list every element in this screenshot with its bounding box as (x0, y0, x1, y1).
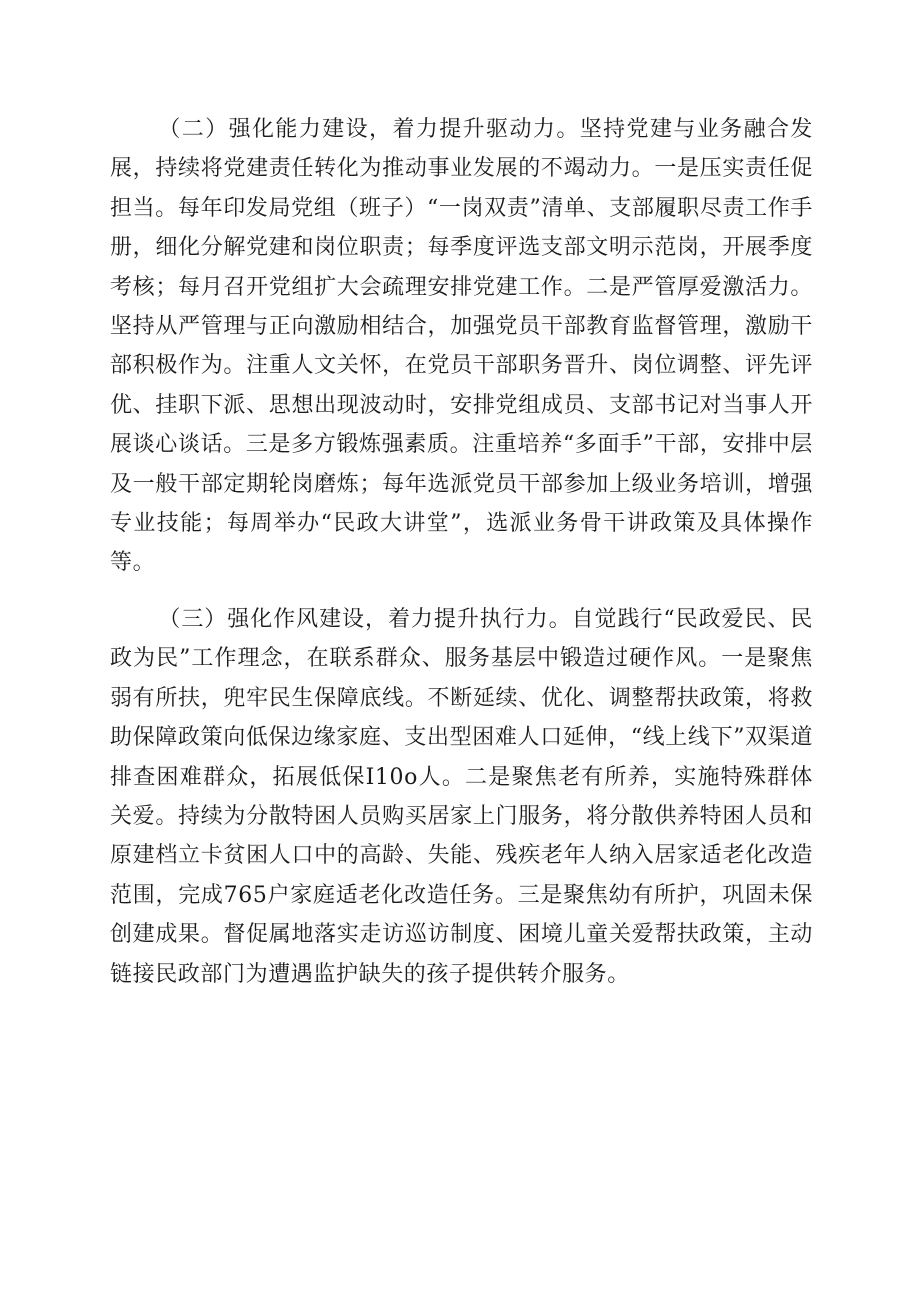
paragraph-capability-building: （二）强化能力建设，着力提升驱动力。坚持党建与业务融合发展，持续将党建责任转化为推动事业发展的不竭动力。一是压实责任促担当。每年印发局党组（班子）“一岗双责”清单、支部履职尽责工作手册，细化分解党建和岗位职责；每季度评选支部文明示范岗，开展季度考核；每月召开党组扩大会疏理安排党建工作。二是严管厚爱激活力。坚持从严管理与正向激励相结合，加强党员干部教育监督管理，激励干部积极作为。注重人文关怀，在党员干部职务晋升、岗位调整、评先评优、挂职下派、思想出现波动时，安排党组成员、支部书记对当事人开展谈心谈话。三是多方锻炼强素质。注重培养“多面手”干部，安排中层及一般干部定期轮岗磨炼；每年选派党员干部参加上级业务培训，增强专业技能；每周举办“民政大讲堂”，选派业务骨干讲政策及具体操作等。 (110, 117, 813, 576)
document-page (110, 110, 813, 994)
paragraph-work-style-building: （三）强化作风建设，着力提升执行力。自觉践行“民政爱民、民政为民”工作理念，在联系群众、服务基层中锻造过硬作风。一是聚焦弱有所扶，兜牢民生保障底线。不断延续、优化、调整帮扶政策，将救助保障政策向低保边缘家庭、支出型困难人口延伸，“线上线下”双渠道排查困难群众，拓展低保I10o人。二是聚焦老有所养，实施特殊群体关爱。持续为分散特困人员购买居家上门服务，将分散供养特困人员和原建档立卡贫困人口中的高龄、失能、残疾老年人纳入居家适老化改造范围，完成765户家庭适老化改造任务。三是聚焦幼有所护，巩固未保创建成果。督促属地落实走访巡访制度、困境儿童关爱帮扶政策，主动链接民政部门为遭遇监护缺失的孩子提供转介服务。 (110, 606, 813, 987)
